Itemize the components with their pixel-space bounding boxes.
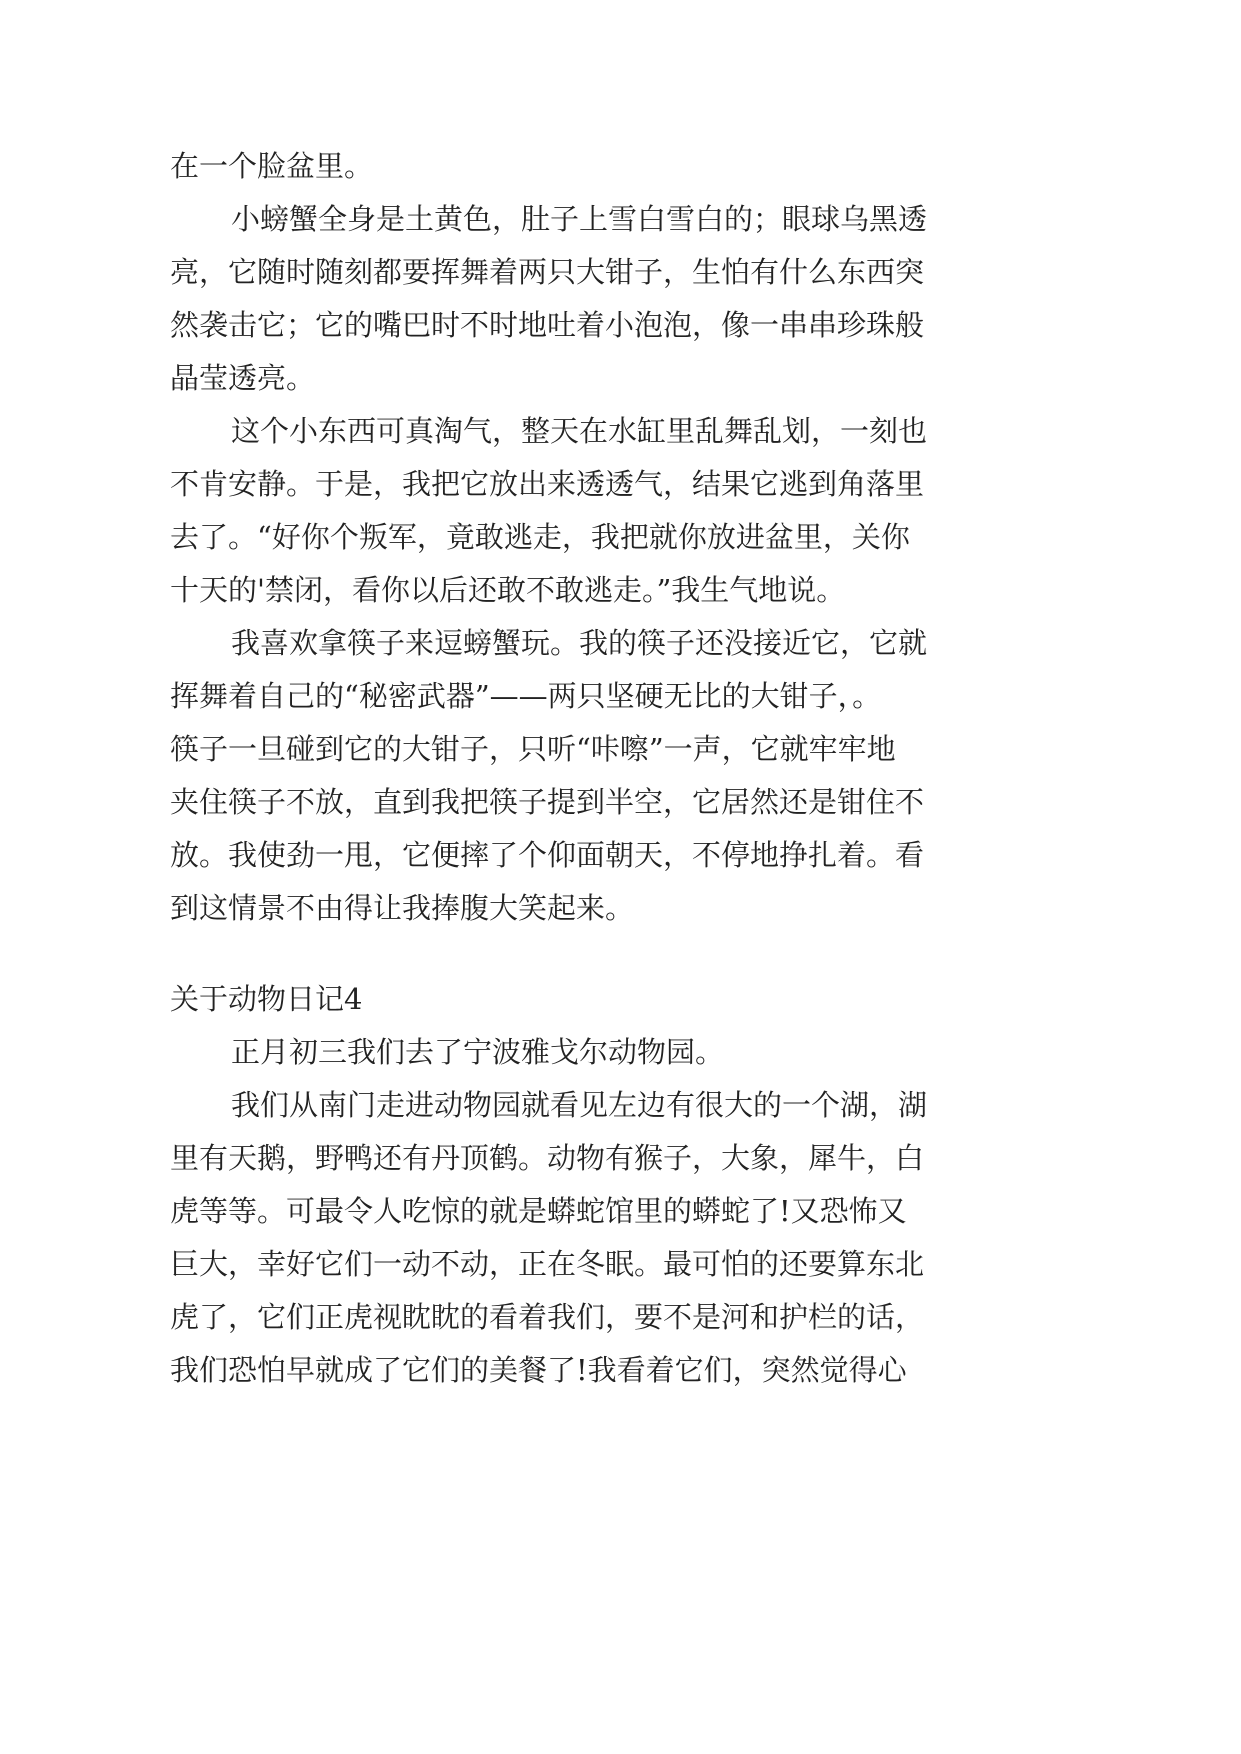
text-line: 我喜欢拿筷子来逗螃蟹玩。我的筷子还没接近它，它就 — [231, 626, 928, 660]
text-line: 筷子一旦碰到它的大钳子，只听“咔嚓”一声，它就牢牢地 — [170, 732, 896, 766]
diary-entry-4-body — [170, 1026, 950, 1397]
text-line: 小螃蟹全身是土黄色，肚子上雪白雪白的；眼球乌黑透 — [231, 202, 928, 236]
text-line: 十天的'禁闭，看你以后还敢不敢逃走。”我生气地说。 — [170, 573, 846, 607]
text-line: 挥舞着自己的“秘密武器”——两只坚硬无比的大钳子，。 — [170, 679, 882, 713]
text-line: 在一个脸盆里。 — [170, 149, 374, 183]
text-line: 不肯安静。于是，我把它放出来透透气，结果它逃到角落里 — [170, 467, 925, 501]
diary-entry-3-body — [170, 140, 950, 935]
text-line: 放。我使劲一甩，它便摔了个仰面朝天，不停地挣扎着。看 — [170, 838, 925, 872]
text-line: 夹住筷子不放，直到我把筷子提到半空，它居然还是钳住不 — [170, 785, 925, 819]
text-line: 去了。“好你个叛军，竟敢逃走，我把就你放进盆里，关你 — [170, 520, 910, 554]
text-line: 巨大，幸好它们一动不动，正在冬眠。最可怕的还要算东北 — [170, 1247, 925, 1281]
text-line: 到这情景不由得让我捧腹大笑起来。 — [170, 891, 635, 925]
text-line: 虎等等。可最令人吃惊的就是蟒蛇馆里的蟒蛇了!又恐怖又 — [170, 1194, 907, 1228]
text-line: 然袭击它；它的嘴巴时不时地吐着小泡泡，像一串串珍珠般 — [170, 308, 925, 342]
text-line: 里有天鹅，野鸭还有丹顶鹤。动物有猴子，大象，犀牛，白 — [170, 1141, 925, 1175]
text-line: 正月初三我们去了宁波雅戈尔动物园。 — [231, 1035, 725, 1069]
text-line: 我们恐怕早就成了它们的美餐了!我看着它们，突然觉得心 — [170, 1353, 907, 1387]
text-line: 我们从南门走进动物园就看见左边有很大的一个湖，湖 — [231, 1088, 928, 1122]
text-line: 亮，它随时随刻都要挥舞着两只大钳子，生怕有什么东西突 — [170, 255, 925, 289]
section-heading: 关于动物日记4 — [170, 982, 363, 1016]
text-line: 这个小东西可真淘气，整天在水缸里乱舞乱划，一刻也 — [231, 414, 928, 448]
text-line: 晶莹透亮。 — [170, 361, 316, 395]
text-line: 虎了，它们正虎视眈眈的看着我们，要不是河和护栏的话， — [170, 1300, 925, 1334]
